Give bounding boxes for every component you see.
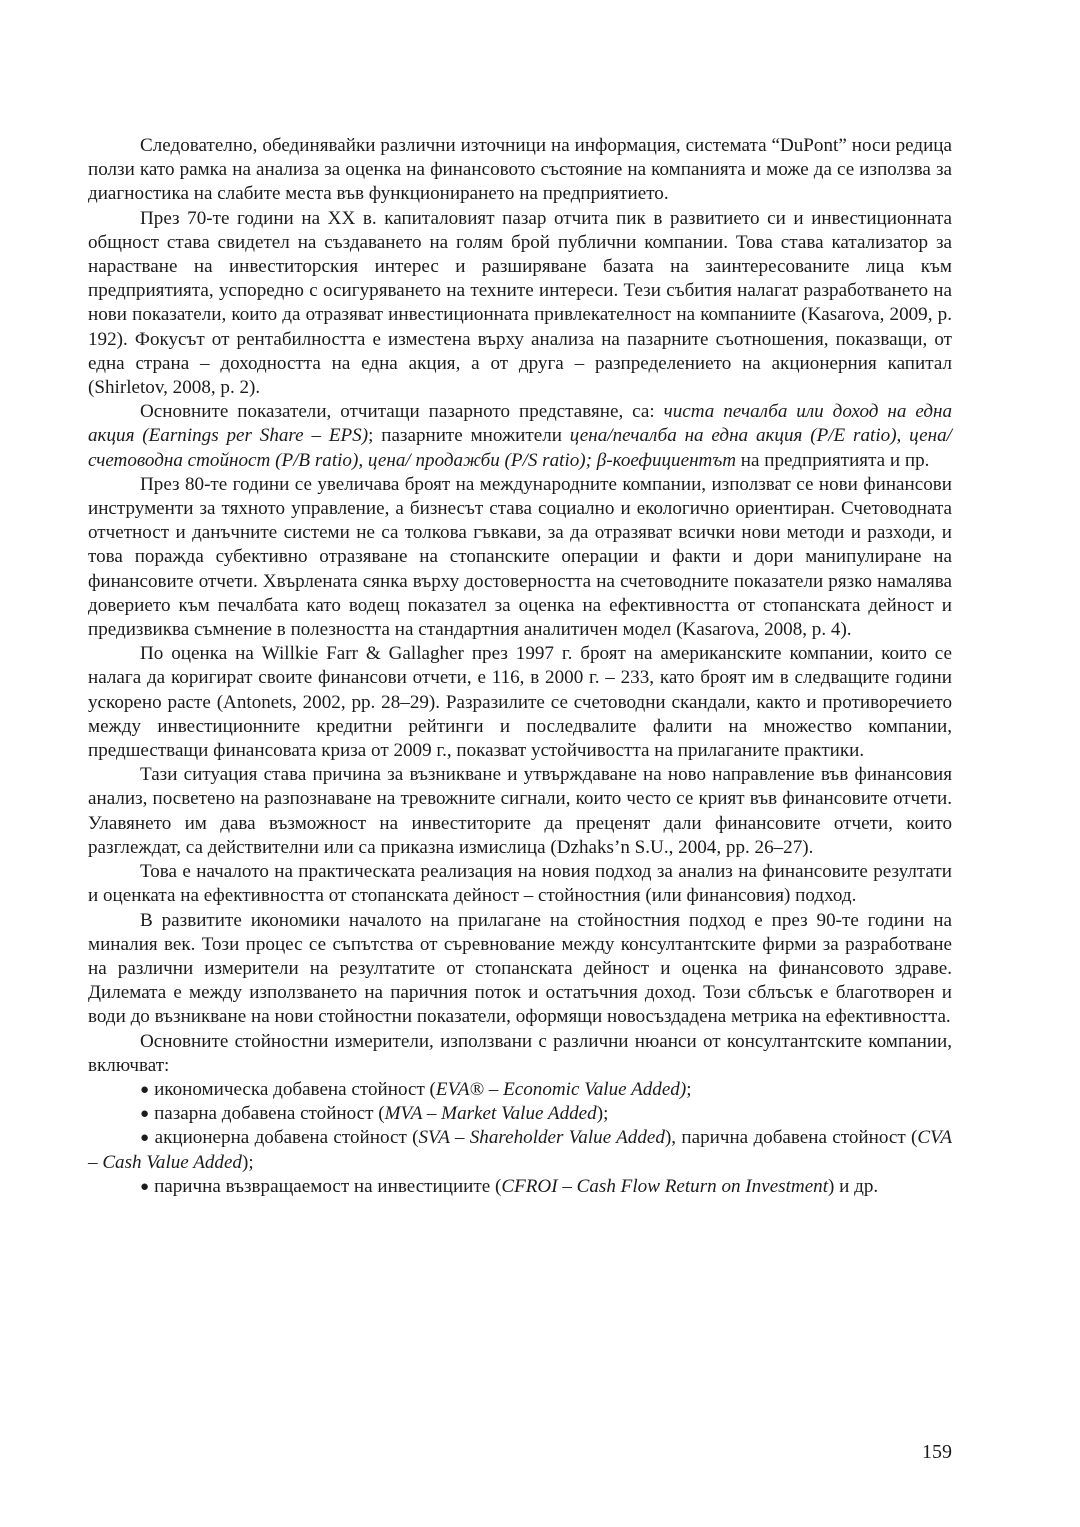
paragraph-dupont-summary: Следователно, обединявайки различни източници на информация, системата “DuPont” носи редица ползи като рамка на анализа за оценка на финансовото състояние на компанията и може да се използва за диагностика на слабите места във функционирането на предприятието. [88, 135, 952, 205]
paragraph-value-approach-start: Това е началото на практическата реализация на новия подход за анализ на финансовите резултати и оценката на ефективността от стопанската дейност – стойностния (или финансовия) подход. [88, 861, 952, 907]
paragraph-1990s: В развитите икономики началото на прилагане на стойностния подход е през 90-те години на миналия век. Този процес се съпътства от съревнование между консултантските фирми за разработване на различни измерители на резултатите от стопанската дейност и оценка на финансовото здраве. Дилемата е между използването на паричния поток и остатъчния доход. Този сблъсък е благотворен и води до възникване на нови стойностни показатели, оформящи новосъздадена метрика на ефективността. [88, 909, 952, 1028]
list-item-text: пазарна добавена стойност ( [154, 1103, 385, 1125]
list-item-eva [88, 1078, 952, 1102]
paragraph-1970s: През 70-те години на XX в. капиталовият пазар отчита пик в развитието си и инвестиционната общност става свидетел на създаването на голям брой публични компании. Това става катализатор за нарастване на инвеститорския интерес и разширяване базата на заинтересованите лица към предприятията, успоредно с осигуряването на техните интереси. Тези събития налагат разработването на нови показатели, които да отразяват инвестиционната привлекателност на компаниите (Kasarova, 2009, p. 192). Фокусът от рентабилността е изместена върху анализа на пазарните съотношения, показващи, от една страна – доходността на една акция, а от друга – разпределението на акционерния капитал (Shirletov, 2008, p. 2). [88, 207, 952, 399]
list-item-text: ) и др. [828, 1175, 879, 1197]
term-cva: CVA – Cash Value Added [88, 1127, 952, 1173]
paragraph-willkie-farr: По оценка на Willkie Farr & Gallagher през 1997 г. броят на американските компании, които се налага да коригират своите финансови отчети, е 116, в 2000 г. – 233, като броят им в следващите години ускорено расте (Antonets, 2002, pp. 28–29). Разразилите се счетоводни скандали, както и противоречието между инвестиционните кредитни рейтинги и последвалите фалити на множество компании, предшестващи финансовата криза от 2009 г., показват устойчивостта на прилаганите практики. [88, 643, 952, 762]
paragraph-text: Основните показатели, отчитащи пазарното представяне, са: [140, 401, 664, 423]
paragraph-text: ; пазарните множители [368, 425, 570, 447]
bullet-icon: ● [140, 1178, 150, 1195]
paragraph-1980s: През 80-те години се увеличава броят на международните компании, използват се нови финансови инструменти за тяхното управление, а бизнесът става социално и екологично ориентиран. Счетоводната отчетност и данъчните системи не са толкова гъвкави, за да отразяват всички нови методи и разходи, и това поражда субективно отразяване на стопанските операции и факти и дори манипулиране на финансовите отчети. Хвърлената сянка върху достоверността на счетоводните показатели рязко намалява доверието към печалбата като водещ показател за оценка на ефективността от стопанската дейност и предизвиква съмнение в полезността на стандартния аналитичен модел (Kasarova, 2008, p. 4). [88, 473, 952, 641]
paragraph-market-indicators [88, 400, 952, 473]
paragraph-text: на предприятията и пр. [736, 449, 930, 471]
list-item-cfroi [88, 1175, 952, 1199]
bullet-icon: ● [140, 1130, 150, 1147]
list-item-sva-cva [88, 1126, 952, 1174]
term-multipliers: цена/печалба на една акция (P/E ratio), цена/ счетоводна стойност (P/B ratio), цена/ продажби (P/S ratio); β-коефициентът [88, 425, 952, 471]
list-item-text: парична възвращаемост на инвестициите ( [154, 1175, 502, 1197]
list-item-text: ), парична добавена стойност ( [664, 1127, 918, 1149]
term-mva: MVA – Market Value Added [384, 1103, 597, 1125]
term-eps: чиста печалба или доход на една акция (Earnings per Share – EPS) [88, 401, 953, 447]
page-body [88, 134, 952, 1199]
paragraph-warning-signals: Тази ситуация става причина за възникване и утвърждаване на ново направление във финансовия анализ, посветено на разпознаване на тревожните сигнали, които често се крият във финансовите отчети. Улавянето им дава възможност на инвеститорите да преценят дали финансовите отчети, които разглеждат, са действителни или са приказна измислица (Dzhaks’n S.U., 2004, pp. 26–27). [88, 764, 952, 858]
list-item-text: ); [241, 1151, 254, 1173]
list-item-mva [88, 1102, 952, 1126]
term-eva: EVA® – Economic Value Added) [435, 1078, 687, 1100]
term-cfroi: CFROI – Cash Flow Return on Investment [501, 1175, 829, 1197]
bullet-icon: ● [140, 1081, 150, 1098]
bullet-icon: ● [140, 1106, 150, 1123]
list-item-text: ); [596, 1103, 609, 1125]
term-sva: SVA – Shareholder Value Added [418, 1127, 665, 1149]
paragraph-value-metrics-intro: Основните стойностни измерители, използвани с различни нюанси от консултантските компании, включват: [88, 1030, 952, 1076]
page-number: 159 [922, 1441, 952, 1463]
list-item-text: икономическа добавена стойност ( [154, 1078, 436, 1100]
list-item-text: акционерна добавена стойност ( [154, 1127, 419, 1149]
list-item-text: ; [686, 1078, 692, 1100]
